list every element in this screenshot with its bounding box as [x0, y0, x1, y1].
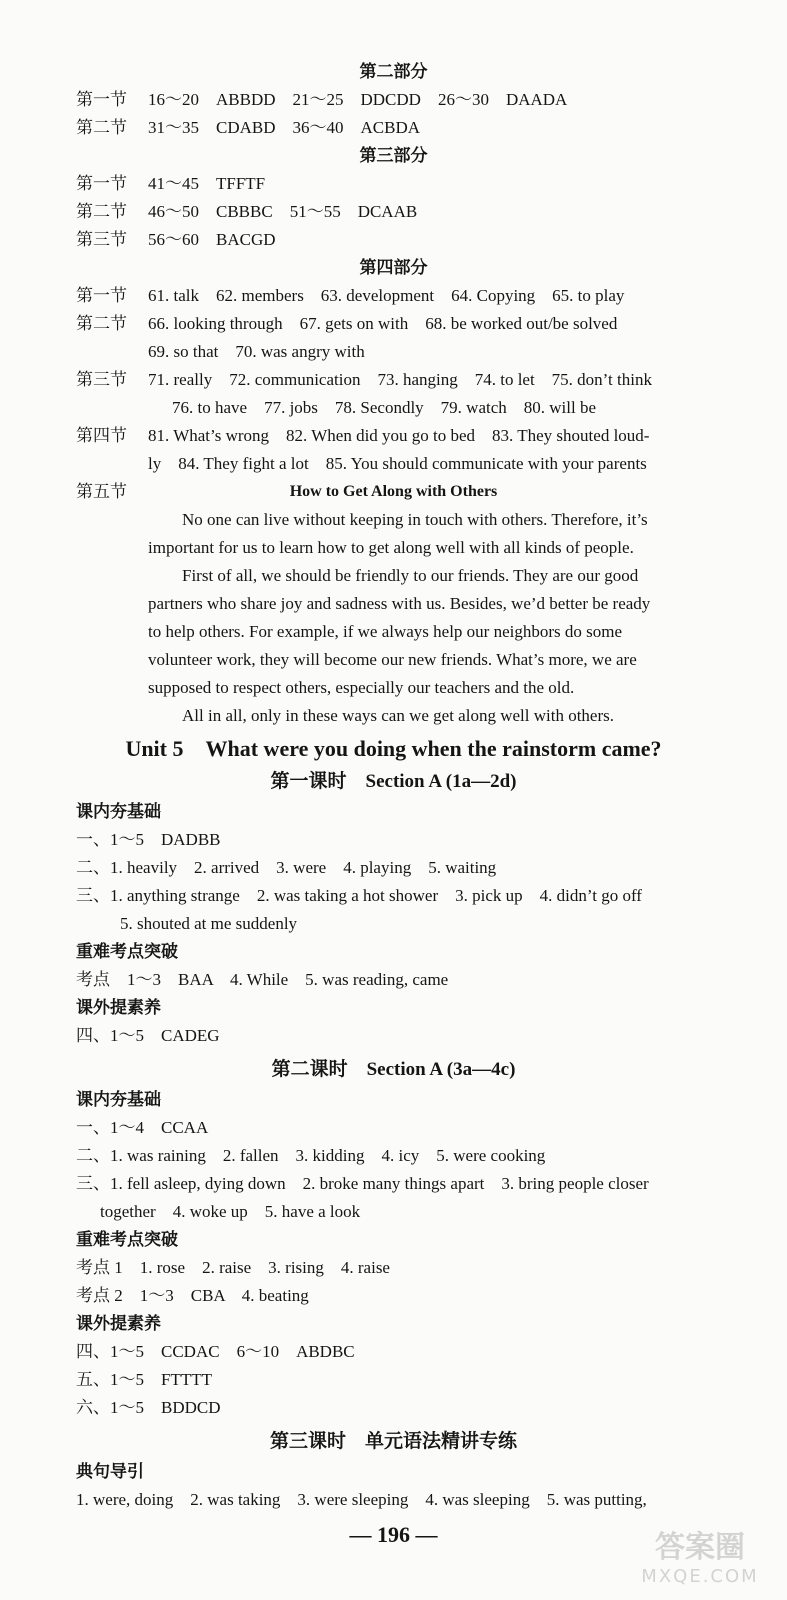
lesson2-basics-heading: 课内夯基础 [76, 1090, 161, 1109]
lesson1-item3-cont: 5. shouted at me suddenly [120, 914, 298, 933]
answer-text: 66. looking through 67. gets on with 68. be worked out/be solved [148, 314, 618, 333]
lesson2-title: 第二课时 Section A (3a—4c) [271, 1059, 516, 1080]
lesson3-guide-heading: 典句导引 [76, 1462, 144, 1481]
part3-section3 [76, 226, 747, 254]
part4-section1 [76, 282, 747, 310]
lesson1-item1: 一、1～5 DADBB [76, 830, 221, 849]
lesson2-extra1: 四、1～5 CCDAC 6～10 ABDBC [76, 1342, 355, 1361]
answer-text: 41～45 TFFTF [148, 174, 266, 193]
watermark-logo [625, 1522, 775, 1592]
part2-section1 [76, 86, 747, 114]
section-label: 第三节 [76, 370, 127, 389]
watermark-text: 答案圈 [655, 1530, 745, 1565]
essay-paragraph-2c: to help others. For example, if we always help our neighbors do some [148, 622, 623, 641]
lesson2-key2: 考点 2 1～3 CBA 4. beating [76, 1286, 309, 1305]
section-label: 第四节 [76, 426, 127, 445]
section-label: 第一节 [76, 286, 127, 305]
answer-text: 61. talk 62. members 63. development 64. Copying 65. to play [148, 286, 625, 305]
page-number: — 196 — [349, 1522, 438, 1547]
part4-heading: 第四部分 [359, 258, 428, 277]
essay-title: How to Get Along with Others [289, 483, 498, 500]
lesson1-item2: 二、1. heavily 2. arrived 3. were 4. playing 5. waiting [76, 858, 497, 877]
section-label: 第五节 [76, 482, 127, 501]
essay-paragraph-2b: partners who share joy and sadness with us. Besides, we’d better be ready [148, 594, 651, 613]
lesson2-key-heading: 重难考点突破 [76, 1230, 178, 1249]
part4-section2 [76, 310, 747, 338]
lesson1-key1: 考点 1～3 BAA 4. While 5. was reading, came [76, 970, 449, 989]
answer-text: 16～20 ABBDD 21～25 DDCDD 26～30 DAADA [148, 90, 568, 109]
essay-paragraph-3: All in all, only in these ways can we get along well with others. [182, 706, 614, 725]
lesson2-item2: 二、1. was raining 2. fallen 3. kidding 4. icy 5. were cooking [76, 1146, 546, 1165]
part4-section4 [76, 422, 747, 450]
unit-title: Unit 5 What were you doing when the rainstorm came? [125, 736, 662, 761]
answer-text: 71. really 72. communication 73. hanging 74. to let 75. don’t think [148, 370, 652, 389]
part2-heading: 第二部分 [359, 62, 428, 81]
lesson3-title: 第三课时 单元语法精讲专练 [269, 1431, 517, 1452]
lesson1-extra-heading: 课外提素养 [76, 998, 161, 1017]
lesson2-extra2: 五、1～5 FTTTT [76, 1370, 212, 1389]
part4-section4-cont: ly 84. They fight a lot 85. You should communicate with your parents [148, 454, 647, 473]
part2-section2 [76, 114, 747, 142]
essay-paragraph-1a: No one can live without keeping in touch with others. Therefore, it’s [182, 510, 648, 529]
lesson1-item3: 三、1. anything strange 2. was taking a hot shower 3. pick up 4. didn’t go off [76, 886, 642, 905]
essay-paragraph-2a: First of all, we should be friendly to our friends. They are our good [182, 566, 639, 585]
lesson2-extra3: 六、1～5 BDDCD [76, 1398, 221, 1417]
part4-section3 [76, 366, 747, 394]
lesson1-key-heading: 重难考点突破 [76, 942, 178, 961]
lesson2-extra-heading: 课外提素养 [76, 1314, 161, 1333]
lesson3-guide1: 1. were, doing 2. was taking 3. were sleeping 4. was sleeping 5. was putting, [76, 1490, 647, 1509]
lesson2-item3-cont: together 4. woke up 5. have a look [100, 1202, 361, 1221]
section-label: 第二节 [76, 314, 127, 333]
part4-section3-cont: 76. to have 77. jobs 78. Secondly 79. watch 80. will be [172, 398, 597, 417]
lesson2-item1: 一、1～4 CCAA [76, 1118, 209, 1137]
essay-paragraph-1b: important for us to learn how to get along well with all kinds of people. [148, 538, 634, 557]
essay-paragraph-2d: volunteer work, they will become our new friends. What’s more, we are [148, 650, 637, 669]
lesson1-title: 第一课时 Section A (1a—2d) [270, 771, 517, 792]
answer-text: 31～35 CDABD 36～40 ACBDA [148, 118, 421, 137]
lesson1-extra1: 四、1～5 CADEG [76, 1026, 220, 1045]
part3-section2 [76, 198, 747, 226]
answer-text: 56～60 BACGD [148, 230, 276, 249]
answer-text: 46～50 CBBBC 51～55 DCAAB [148, 202, 418, 221]
part3-heading: 第三部分 [359, 146, 428, 165]
watermark-url: MXQE.COM [641, 1566, 759, 1587]
lesson1-basics-heading: 课内夯基础 [76, 802, 161, 821]
part4-section2-cont: 69. so that 70. was angry with [148, 342, 365, 361]
essay-paragraph-2e: supposed to respect others, especially our teachers and the old. [148, 678, 575, 697]
section-label: 第一节 [76, 174, 127, 193]
section-label: 第三节 [76, 230, 127, 249]
part3-section1 [76, 170, 747, 198]
section-label: 第一节 [76, 90, 127, 109]
section-label: 第二节 [76, 202, 127, 221]
answer-text: 81. What’s wrong 82. When did you go to bed 83. They shouted loud- [148, 426, 650, 445]
lesson2-key1: 考点 1 1. rose 2. raise 3. rising 4. raise [76, 1258, 390, 1277]
section-label: 第二节 [76, 118, 127, 137]
lesson2-item3: 三、1. fell asleep, dying down 2. broke many things apart 3. bring people closer [76, 1174, 649, 1193]
